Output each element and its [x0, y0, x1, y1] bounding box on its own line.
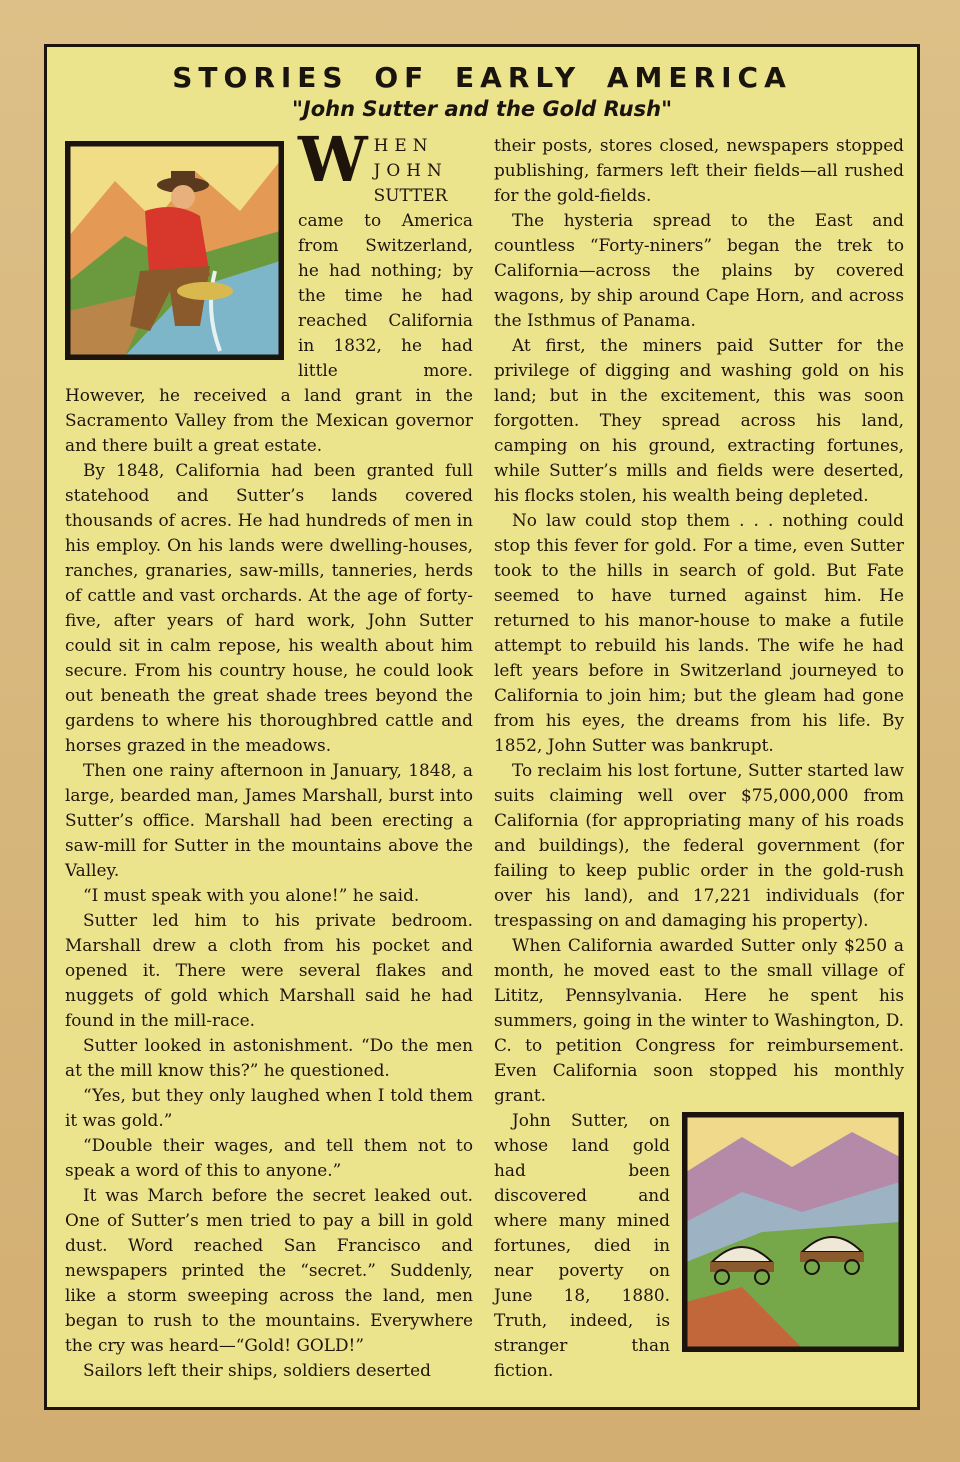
article-paragraph: John Sutter, on whose land gold had been discovered and where many mined fortunes, died in near poverty on June 18, 1880. Truth, indeed, is stranger than fiction. [494, 1110, 670, 1380]
story-title: "John Sutter and the Gold Rush" [291, 97, 673, 121]
right-column [494, 133, 904, 1383]
drop-cap: W [298, 123, 368, 196]
text-feature-panel [44, 44, 920, 1410]
article-paragraph: By 1848, California had been granted full statehood and Sutter’s lands covered thousands of acres. He had hundreds of men in his employ. On his lands were dwelling-houses, ranches, granaries, saw-mills, tanneries, herds of cattle and vast orchards. At the age of forty-five, after years of hard work, John Sutter could sit in calm repose, his wealth about him secure. From his country house, he could look out beneath the great shade trees beyond the gardens to where his thoroughbred cattle and horses grazed in the meadows. [65, 460, 473, 755]
article-paragraph: Sailors left their ships, soldiers deserted [83, 1360, 431, 1380]
article-paragraph: Sutter led him to his private bedroom. Marshall drew a cloth from his pocket and opened it. There were several flakes and nuggets of gold which Marshall said he had found in the mill-race. [65, 910, 473, 1030]
gold-panning-miner-illustration [65, 141, 284, 360]
series-title: STORIES OF EARLY AMERICA [172, 61, 792, 94]
opening-words: HEN JOHN [373, 135, 448, 180]
article-paragraph: “Double their wages, and tell them not to speak a word of this to anyone.” [65, 1135, 473, 1180]
article-paragraph: their posts, stores closed, newspapers stopped publishing, farmers left their fields—all rushed for the gold-fields. [494, 135, 904, 205]
article-paragraph: It was March before the secret leaked out. One of Sutter’s men tried to pay a bill in gold dust. Word reached San Francisco and newspapers printed the “secret.” Suddenly, like a storm sweeping across the land, men began to rush to the mountains. Everywhere the cry was heard—“Gold! GOLD!” [65, 1185, 473, 1355]
article-paragraph: To reclaim his lost fortune, Sutter started law suits claiming well over $75,000,000 from California (for appropriating many of his roads and buildings), the federal government (for failing to keep public order in the gold-rush over his land), and 17,221 individuals (for trespassing on and damaging his property). [494, 760, 904, 930]
article-paragraph: Then one rainy afternoon in January, 1848, a large, bearded man, James Marshall, burst into Sutter’s office. Marshall had been erecting a saw-mill for Sutter in the mountains above the Valley. [65, 760, 473, 880]
paragraph-text: SUTTER came to America from Switzerland, he had nothing; by the time he had reached California in 1832, he had little more. However, he received a land grant in the Sacramento Valley from the Mexican governor and there built a great estate. [65, 185, 473, 455]
article-paragraph: The hysteria spread to the East and countless “Forty-niners” began the trek to California—across the plains by covered wagons, by ship around Cape Horn, and across the Isthmus of Panama. [494, 210, 904, 330]
article-paragraph: Sutter looked in astonishment. “Do the men at the mill know this?” he questioned. [65, 1035, 473, 1080]
article-paragraph: “I must speak with you alone!” he said. [83, 885, 420, 905]
article-paragraph: At first, the miners paid Sutter for the privilege of digging and washing gold on his land; but in the excitement, this was soon forgotten. They spread across his land, camping on his ground, extracting fortunes, while Sutter’s mills and fields were deserted, his flocks stolen, his wealth being depleted. [494, 335, 904, 505]
article-paragraph: No law could stop them . . . nothing could stop this fever for gold. For a time, even Sutter took to the hills in search of gold. But Fate seemed to have turned against him. He returned to his manor-house to make a futile attempt to rebuild his lands. The wife he had left years before in Switzerland journeyed to California to join him; but the gleam had gone from his eyes, the dreams from his life. By 1852, John Sutter was bankrupt. [494, 510, 904, 755]
article-paragraph: “Yes, but they only laughed when I told them it was gold.” [65, 1085, 473, 1130]
article-paragraph: When California awarded Sutter only $250 a month, he moved east to the small village of Lititz, Pennsylvania. Here he spent his summers, going in the winter to Washington, D. C. to petition Congress for reimbursement. Even California soon stopped his monthly grant. [494, 935, 904, 1105]
covered-wagons-illustration [682, 1112, 904, 1352]
left-column [65, 123, 473, 1383]
